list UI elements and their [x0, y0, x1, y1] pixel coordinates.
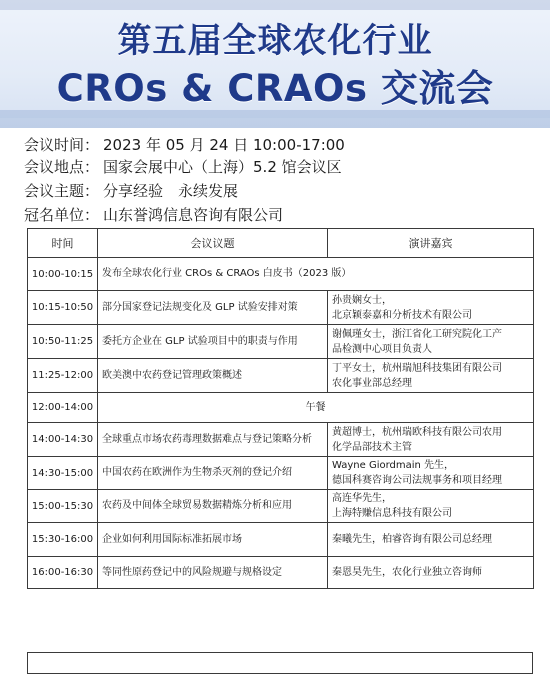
- row-time: 10:15-10:50: [28, 291, 98, 325]
- row-topic: 企业如何利用国际标准拓展市场: [98, 523, 328, 557]
- speaker-line: 上海特赚信息科技有限公司: [332, 508, 452, 519]
- row-topic: 欧美澳中农药登记管理政策概述: [98, 359, 328, 393]
- speaker-line: 德国科赛咨询公司法规事务和项目经理: [332, 475, 502, 486]
- row-speaker: [328, 291, 534, 325]
- row-time: 10:00-10:15: [28, 258, 98, 291]
- row-topic: 农药及中间体全球贸易数据精炼分析和应用: [98, 490, 328, 523]
- info-value: 国家会展中心（上海）5.2 馆会议区: [103, 158, 342, 176]
- meeting-sponsor: [24, 204, 283, 225]
- speaker-line: 黄超博士，杭州瑞欧科技有限公司农用: [332, 426, 502, 438]
- row-speaker: [328, 423, 534, 457]
- row-topic: 等同性原药登记中的风险规避与规格设定: [98, 557, 328, 589]
- header-topic: 会议议题: [98, 229, 328, 258]
- speaker-line: Wayne Giordmain 先生，: [332, 460, 455, 471]
- row-topic: 部分国家登记法规变化及 GLP 试验安排对策: [98, 291, 328, 325]
- meeting-venue: [24, 156, 342, 177]
- table-continuation: [27, 652, 533, 674]
- info-key: 会议时间：: [24, 136, 100, 154]
- banner-stripe: [0, 0, 550, 10]
- banner-title: 第五届全球农化行业: [117, 21, 433, 61]
- row-speaker: [328, 557, 534, 589]
- info-key: 会议主题：: [24, 182, 100, 200]
- table-header-row: [28, 229, 534, 258]
- table-row: [28, 258, 534, 291]
- row-speaker: [328, 325, 534, 359]
- table-row: [28, 457, 534, 490]
- row-time: 11:25-12:00: [28, 359, 98, 393]
- speaker-line: 秦恩昊先生，农化行业独立咨询师: [332, 567, 482, 578]
- meeting-time: [24, 134, 345, 155]
- row-topic: 中国农药在欧洲作为生物杀灭剂的登记介绍: [98, 457, 328, 490]
- schedule-table: [27, 228, 534, 589]
- speaker-line: 高连华先生，: [332, 493, 392, 504]
- row-topic: 全球重点市场农药毒理数据难点与登记策略分析: [98, 423, 328, 457]
- row-speaker: [328, 359, 534, 393]
- row-topic: 委托方企业在 GLP 试验项目中的职责与作用: [98, 325, 328, 359]
- row-time: 14:00-14:30: [28, 423, 98, 457]
- table-row: [28, 325, 534, 359]
- speaker-line: 秦曦先生，柏睿咨询有限公司总经理: [332, 534, 492, 545]
- info-value: 2023 年 05 月 24 日 10:00-17:00: [103, 136, 345, 154]
- info-key: 冠名单位：: [24, 206, 100, 224]
- row-time: 15:00-15:30: [28, 490, 98, 523]
- speaker-line: 品检测中心项目负责人: [332, 343, 432, 355]
- row-speaker: [328, 457, 534, 490]
- row-speaker: [328, 490, 534, 523]
- row-time: 10:50-11:25: [28, 325, 98, 359]
- speaker-line: 化学品部技术主管: [332, 441, 412, 453]
- header-time: 时间: [28, 229, 98, 258]
- speaker-line: 孙贵娴女士，: [332, 294, 392, 306]
- speaker-line: 北京颖泰嘉和分析技术有限公司: [332, 309, 472, 321]
- table-row: [28, 359, 534, 393]
- row-time: 16:00-16:30: [28, 557, 98, 589]
- header-banner: [0, 0, 550, 128]
- info-value: 山东誉鸿信息咨询有限公司: [103, 206, 284, 224]
- row-time: 12:00-14:00: [28, 393, 98, 423]
- table-row: [28, 557, 534, 589]
- row-time: 14:30-15:00: [28, 457, 98, 490]
- table-row: [28, 523, 534, 557]
- row-time: 15:30-16:00: [28, 523, 98, 557]
- row-topic: 午餐: [98, 393, 534, 423]
- meeting-theme: [24, 180, 238, 201]
- table-row: [28, 490, 534, 523]
- table-row: [28, 423, 534, 457]
- row-speaker: [328, 523, 534, 557]
- info-value: 分享经验 永续发展: [103, 182, 239, 200]
- row-topic: 发布全球农化行业 CROs & CRAOs 白皮书（2023 版）: [98, 258, 534, 291]
- table-row: [28, 291, 534, 325]
- banner-stripe: [0, 118, 550, 128]
- info-key: 会议地点：: [24, 158, 100, 176]
- speaker-line: 谢佩瑾女士，浙江省化工研究院化工产: [332, 328, 502, 340]
- speaker-line: 丁平女士，杭州瑞旭科技集团有限公司: [332, 362, 502, 374]
- header-speaker: 演讲嘉宾: [328, 229, 534, 258]
- banner-subtitle: CROs & CRAOs 交流会: [56, 67, 494, 110]
- speaker-line: 农化事业部总经理: [332, 377, 412, 389]
- table-row: [28, 393, 534, 423]
